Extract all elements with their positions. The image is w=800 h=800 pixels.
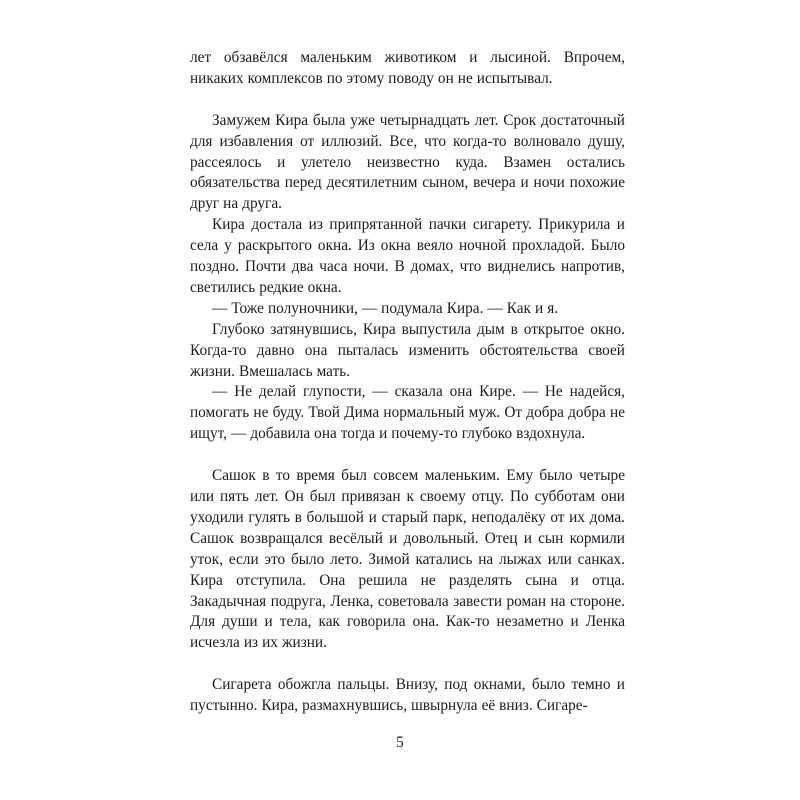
dialogue-line: — Не делай глупости, — сказала она Кире. — Не надейся, помогать не буду. Твой Дима нормальный муж. От добра добра не ищут, — добавила она тогда и почему-то глубоко вздохнула. xyxy=(190,383,625,443)
paragraph: Сашок в то время был совсем маленьким. Ему было четыре или пять лет. Он был привязан к своему отцу. По субботам они уходили гулять в большой и старый парк, неподалёку от их дома. Сашок возвращался весёлый и довольный. Отец и сын кормили уток, если это было лето. Зимой катались на лыжах или санках. Кира отступила. Она решила не разделять сына и отца. Закадычная подруга, Ленка, советовала завести роман на стороне. Для души и тела, как говорила она. Как-то незаметно и Ленка исчезла из их жизни. xyxy=(190,467,625,652)
paragraph: Глубоко затянувшись, Кира выпустила дым в открытое окно. Когда-то давно она пыталась изменить обстоятельства своей жизни. Вмешалась мать. xyxy=(190,320,625,380)
dialogue-line: — Тоже полуночники, — подумала Кира. — Как и я. xyxy=(212,299,559,317)
paragraph-continuation: лет обзавёлся маленьким животиком и лысиной. Впрочем, никаких комплексов по этому поводу он не испытывал. xyxy=(190,49,625,87)
paragraph: Сигарета обожгла пальцы. Внизу, под окнами, было темно и пустынно. Кира, размахнувшись, швырнула её вниз. Сигаре- xyxy=(190,676,625,715)
paragraph: Кира достала из припрятанной пачки сигарету. Прикурила и села у раскрытого окна. Из окна веяло ночной прохладой. Было поздно. Почти два часа ночи. В домах, что виднелись напротив, светились редкие окна. xyxy=(190,216,625,296)
paragraph: Замужем Кира была уже четырнадцать лет. Срок достаточный для избавления от иллюзий. Все, что когда-то волновало душу, рассеялось и улетело неизвестно куда. Взамен остались обязательства перед десятилетним сыном, вечера и ночи похожие друг на друга. xyxy=(190,111,625,213)
page-number: 5 xyxy=(396,734,404,751)
page-text-column xyxy=(190,48,625,717)
